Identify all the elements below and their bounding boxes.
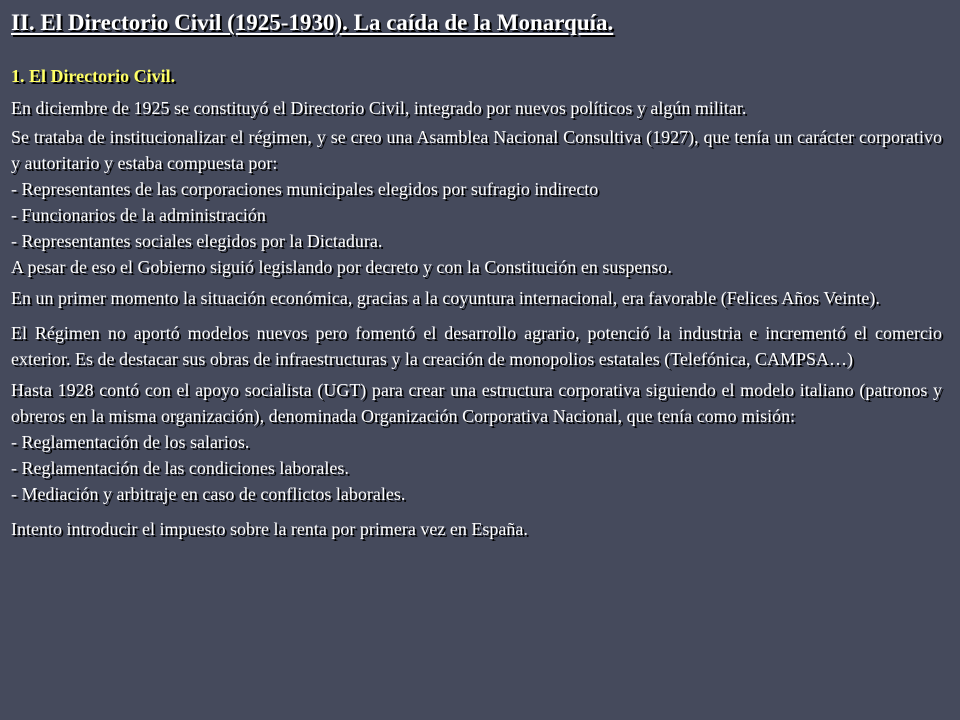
- paragraph-economia: En un primer momento la situación económica, gracias a la coyuntura internacional, era favorable (Felices Años Veinte).: [11, 288, 880, 308]
- list-item: - Reglamentación de las condiciones laborales.: [11, 458, 349, 478]
- paragraph-ugt-intro: Hasta 1928 contó con el apoyo socialista (UGT) para crear una estructura corporativa siguiendo el modelo italiano (patronos y obreros en la misma organización), denominada Organización Corporativa Nacional, que tenía como misión:: [11, 380, 942, 426]
- list-item: - Representantes sociales elegidos por la Dictadura.: [11, 231, 383, 251]
- list-item: - Reglamentación de los salarios.: [11, 432, 250, 452]
- paragraph-asamblea-intro: Se trataba de institucionalizar el régimen, y se creo una Asamblea Nacional Consultiva (1927), que tenía un carácter corporativo y autoritario y estaba compuesta por:: [11, 127, 942, 173]
- list-item: - Mediación y arbitraje en caso de conflictos laborales.: [11, 484, 406, 504]
- list-item: - Representantes de las corporaciones municipales elegidos por sufragio indirecto: [11, 179, 599, 199]
- paragraph-asamblea-end: A pesar de eso el Gobierno siguió legislando por decreto y con la Constitución en suspenso.: [11, 257, 672, 277]
- paragraph-ugt: [11, 377, 942, 507]
- list-item: - Funcionarios de la administración: [11, 205, 266, 225]
- paragraph-directorio: En diciembre de 1925 se constituyó el Directorio Civil, integrado por nuevos políticos y algún militar.: [11, 98, 747, 118]
- section-subtitle: 1. El Directorio Civil.: [11, 66, 176, 86]
- paragraph-impuesto: Intento introducir el impuesto sobre la renta por primera vez en España.: [11, 519, 528, 539]
- paragraph-asamblea: [11, 124, 942, 280]
- paragraph-regimen: El Régimen no aportó modelos nuevos pero fomentó el desarrollo agrario, potenció la industria e incrementó el comercio exterior. Es de destacar sus obras de infraestructuras y la creación de monopolios estatales (Telefónica, CAMPSA…): [11, 323, 942, 369]
- slide-title: II. El Directorio Civil (1925-1930). La caída de la Monarquía.: [11, 10, 614, 35]
